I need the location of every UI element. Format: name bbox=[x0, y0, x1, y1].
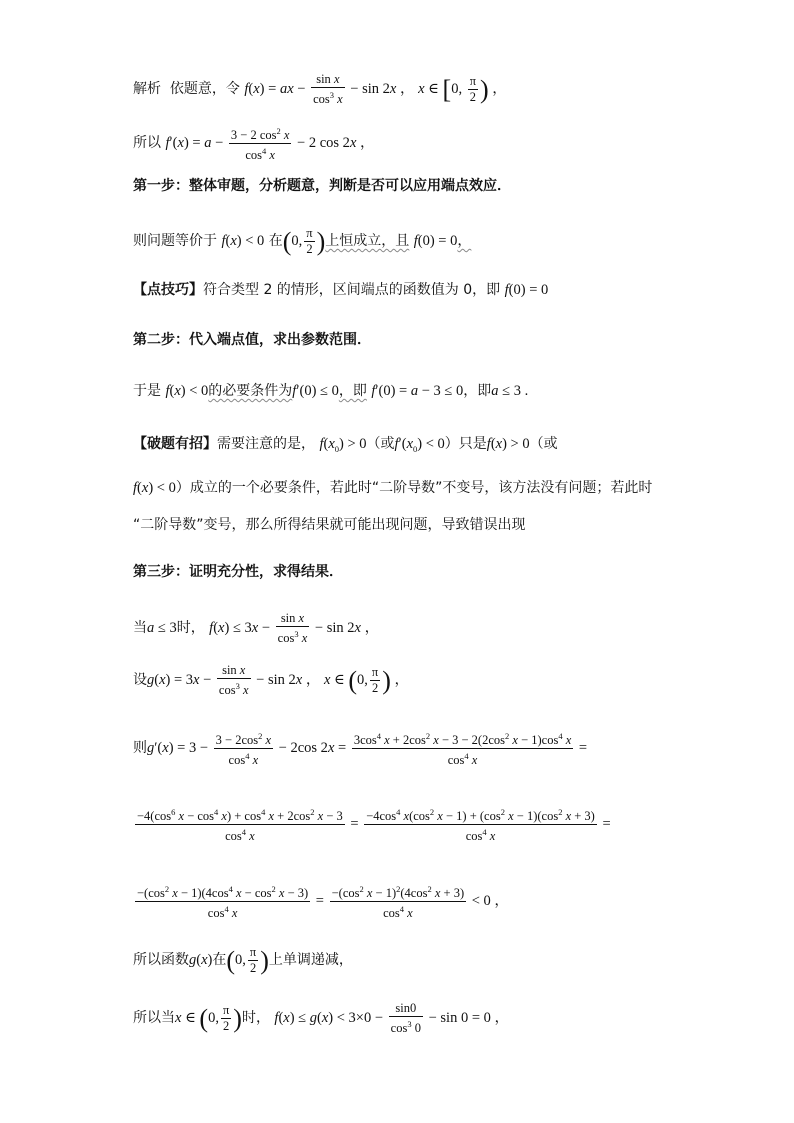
let-g-line bbox=[133, 663, 774, 698]
def-f-formula: f(x) = ax − $\frac{\text{sin x}}{\cos^3 x}$ − sin 2x ， x ∈ [0, $\frac{\pi}{2}$ ) ， bbox=[244, 72, 507, 107]
when-line bbox=[133, 611, 774, 646]
step2-heading: 第二步：代入端点值，求出参数范围． bbox=[133, 332, 371, 348]
equivalent-line: 则问题等价于 f(x) < 0 在(0, $\frac{\pi}{2}$ )上恒成立，且 f(0) = 0， bbox=[133, 226, 472, 256]
equivalent-text: 则问题等价于 bbox=[133, 232, 217, 249]
g-of-x: g(x) bbox=[189, 951, 213, 968]
trick-only: ）只是 bbox=[444, 436, 487, 452]
g-def: g(x) = 3x − $\frac{\text{sin x}}{\cos^3 x}$ − sin 2x ， x ∈ (0, $\frac{\pi}{2}$ ) ， bbox=[147, 663, 410, 698]
f-zero-eq: f(0) = 0 bbox=[413, 232, 458, 249]
trick-a: 需要注意的是， bbox=[217, 436, 315, 452]
trick-ineq-4: f(x) < 0 bbox=[133, 480, 176, 496]
so-when-text: 所以当 bbox=[133, 1009, 175, 1026]
when2-text: 时， bbox=[241, 1009, 270, 1026]
trick-line-3: “二阶导数”变号，那么所得结果就可能出现问题，导致错误出现 bbox=[133, 517, 526, 533]
f-bound: f(x) ≤ 3x − $\frac{\text{sin x}}{\cos^3 x}$ − sin 2x ， bbox=[209, 611, 380, 646]
tip-f-zero: f(0) = 0 bbox=[504, 282, 549, 298]
trick-or: （或 bbox=[366, 436, 395, 452]
fprime-zero-value: f′(0) = a − 3 ≤ 0 bbox=[371, 383, 464, 399]
interval-open-2: (0, $\frac{\pi}{2}$ ) bbox=[226, 945, 269, 975]
f-prime-formula: f′(x) = a − $\frac{3 - 2 \cos^2 x}{\cos^4 x}$ − 2 cos 2x ， bbox=[165, 126, 375, 163]
expansion-formula-2: $\frac{-(\cos^2 x - 1)(4\cos^4 x - \cos^2 x - 3)}{\cos^4 x}$ = $\frac{-(\cos^2 x - 1)^2(4\cos^2 x + 3)}{\cos^4 x}$ < 0 ， bbox=[137, 884, 509, 921]
so-text: 所以 bbox=[133, 134, 161, 151]
holds-text: 上恒成立，且 bbox=[325, 232, 410, 249]
g-prime-line bbox=[133, 729, 774, 768]
monotone-line bbox=[133, 945, 774, 976]
on2-text: 在 bbox=[212, 951, 227, 968]
g-prime-formula: g′(x) = 3 − $\frac{3 - 2\cos^2 x}{\cos^4 x}$ − 2cos 2x = $\frac{3\cos^4 x + 2\cos^2 x - 3 - 2(2\cos^2 x - 1)\cos^4 x}{\cos^4 x}$ = bbox=[147, 731, 588, 768]
step3-heading: 第三步：证明充分性，求得结果． bbox=[133, 564, 343, 580]
trick-ineq-3: f(x) > 0 bbox=[486, 436, 530, 452]
trick-cont: ）成立的一个必要条件，若此时“二阶导数”不变号，该方法没有问题；若此时 bbox=[175, 480, 653, 496]
then-text: 则 bbox=[133, 739, 147, 756]
trick-line-1 bbox=[133, 434, 774, 459]
x-in-interval: x ∈ (0, $\frac{\pi}{2}$ ) bbox=[175, 1003, 242, 1034]
necessary-line bbox=[133, 381, 774, 401]
expansion-formula-1: $\frac{-4(\cos^6 x - \cos^4 x) + \cos^4 x + 2\cos^2 x - 3}{\cos^4 x}$ = $\frac{-4\cos^4 x(\cos^2 x - 1) + (\cos^2 x - 1)(\cos^2 x + 3)}{\cos^4 x}$ = bbox=[137, 807, 611, 844]
when-text: 当 bbox=[133, 619, 147, 636]
so-func-text: 所以函数 bbox=[133, 951, 189, 968]
analysis-label: 解析 bbox=[133, 80, 161, 97]
expansion-line-2 bbox=[133, 882, 774, 921]
interval-open: (0, $\frac{\pi}{2}$ ) bbox=[282, 226, 326, 256]
trick-or2: （或 bbox=[529, 436, 558, 452]
ineq-f: f(x) < 0 bbox=[165, 383, 209, 399]
trick-ineq-2: $f'(x_0) < 0$ bbox=[394, 436, 445, 454]
final-inequality: f(x) ≤ g(x) < 3×0 − $\frac{\sin 0}{\cos^3 0}$ − sin 0 = 0 ， bbox=[274, 1001, 509, 1036]
that-is-text: ，即 bbox=[338, 383, 367, 399]
step1-heading: 第一步：整体审题，分析题意，判断是否可以应用端点效应． bbox=[133, 178, 511, 194]
derivative-line bbox=[133, 124, 774, 163]
tip-title: 【点技巧】 bbox=[133, 282, 203, 298]
necessary-text: 的必要条件为 bbox=[208, 383, 293, 399]
analysis-line bbox=[133, 72, 774, 107]
a-range: a ≤ 3 . bbox=[491, 383, 529, 399]
so-then-text: 于是 bbox=[133, 383, 161, 399]
that-is-text-2: ，即 bbox=[463, 383, 492, 399]
a-condition: a ≤ 3 bbox=[147, 619, 177, 636]
ineq-fprime-zero: f′(0) ≤ 0 bbox=[292, 383, 339, 399]
let-g-text: 设 bbox=[133, 671, 147, 688]
tip-line bbox=[133, 280, 774, 300]
expansion-line-1 bbox=[133, 805, 774, 844]
trick-ineq-1: $f(x_0) > 0$ bbox=[319, 436, 367, 454]
trick-title: 【破题有招】 bbox=[133, 436, 217, 452]
on-text: 在 bbox=[268, 232, 283, 249]
by-problem-text: 依题意，令 bbox=[169, 80, 240, 97]
when-end: 时， bbox=[176, 619, 205, 636]
trick-line-2 bbox=[133, 478, 774, 498]
final-line bbox=[133, 1001, 774, 1036]
decreasing-text: 上单调递减， bbox=[268, 951, 353, 968]
tip-body: 符合类型 2 的情形，区间端点的函数值为 0，即 bbox=[203, 282, 501, 298]
ineq-f-neg: f(x) < 0 bbox=[221, 232, 265, 249]
